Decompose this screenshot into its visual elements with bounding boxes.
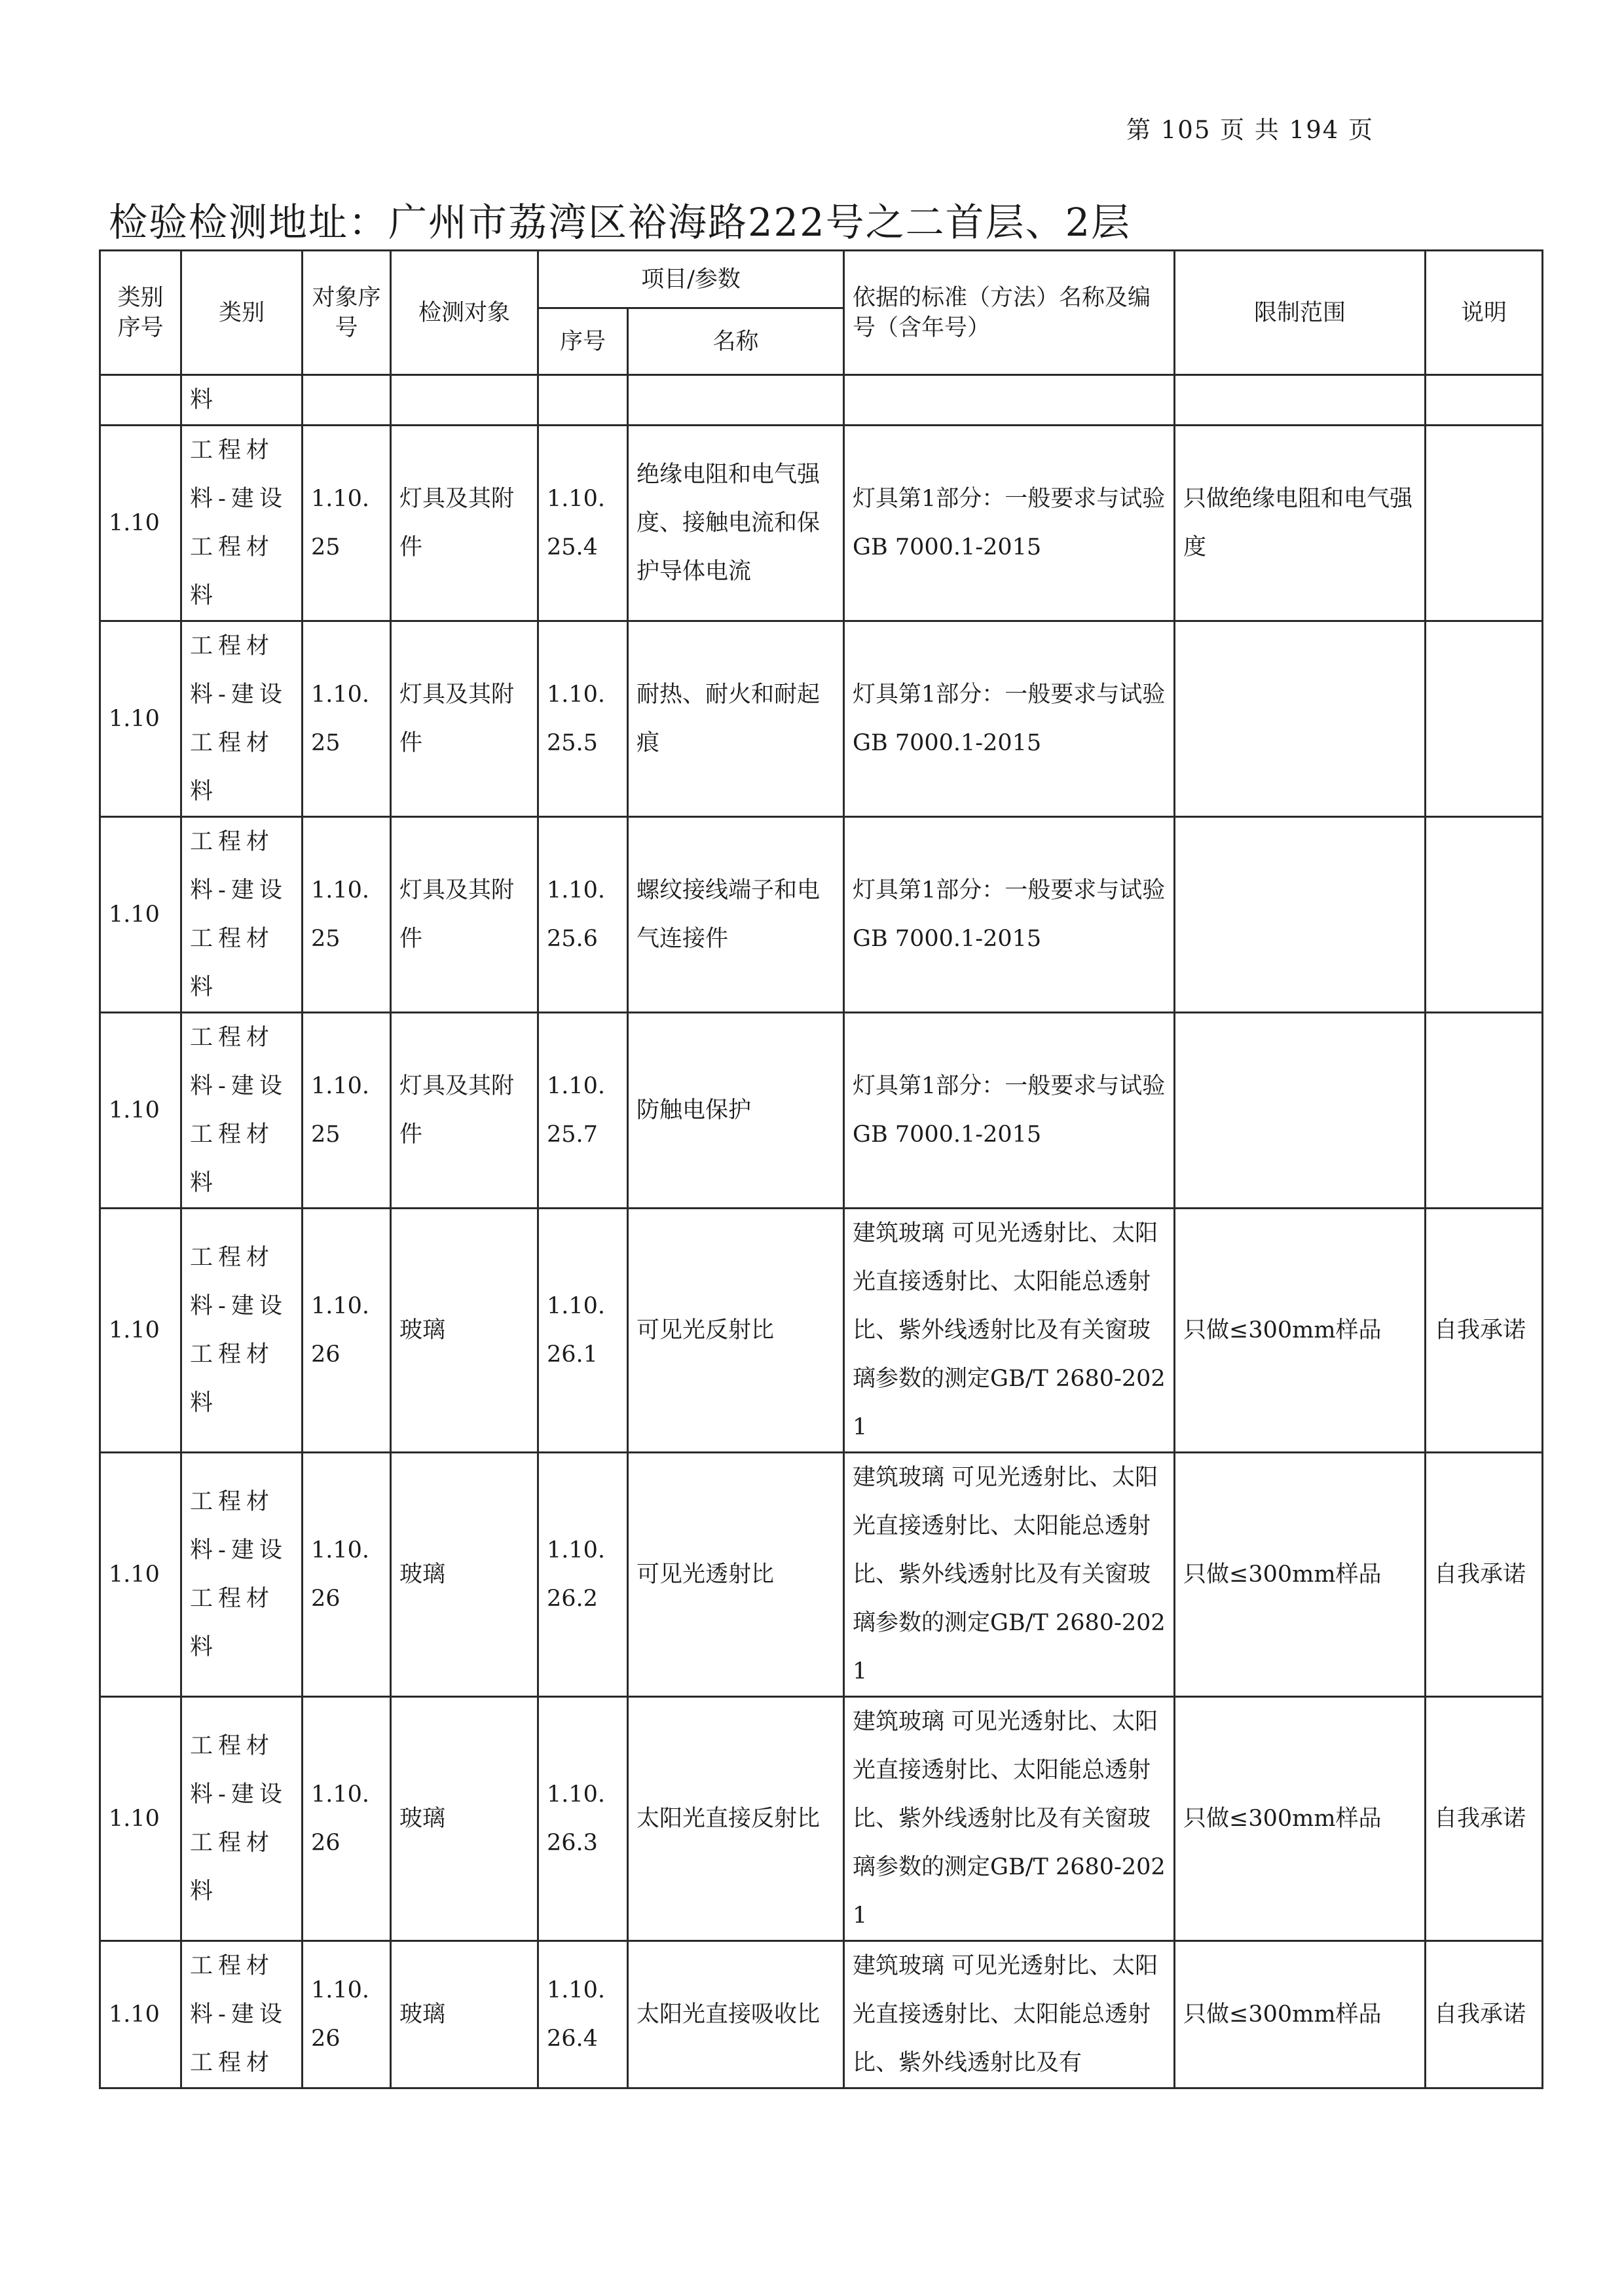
table-row	[100, 1697, 1543, 1941]
cell-name: 绝缘电阻和电气强度、接触电流和保护导体电流	[628, 426, 844, 621]
scope-table	[99, 249, 1543, 2089]
header-row-1	[100, 251, 1543, 308]
cell-object: 灯具及其附件	[391, 621, 538, 817]
inspection-address: 检验检测地址：广州市荔湾区裕海路222号之二首层、2层	[109, 200, 1132, 245]
cell-note	[1426, 1013, 1543, 1209]
cell-seq: 1.10.26.2	[538, 1453, 628, 1697]
cell-object-no: 1.10.25	[303, 817, 391, 1013]
cell-category: 工程材料-建设工程材料	[181, 1697, 303, 1941]
cell-object: 玻璃	[391, 1941, 538, 2088]
cell-category-no: 1.10	[100, 1013, 181, 1209]
header-limit: 限制范围	[1175, 251, 1426, 375]
cell-object: 玻璃	[391, 1209, 538, 1453]
cell-seq: 1.10.25.5	[538, 621, 628, 817]
cell-standard: 建筑玻璃 可见光透射比、太阳光直接透射比、太阳能总透射比、紫外线透射比及有	[844, 1941, 1175, 2088]
table-row	[100, 817, 1543, 1013]
cell-note	[1426, 817, 1543, 1013]
cell-category: 工程材料-建设工程材料	[181, 817, 303, 1013]
cell-object: 灯具及其附件	[391, 817, 538, 1013]
table-row	[100, 621, 1543, 817]
cell-category: 工程材料-建设工程材料	[181, 1209, 303, 1453]
cell-limit: 只做≤300mm样品	[1175, 1209, 1426, 1453]
cell-note: 自我承诺	[1426, 1941, 1543, 2088]
header-object-no: 对象序号	[303, 251, 391, 375]
cell-category: 工程材料-建设工程材料	[181, 621, 303, 817]
cell-object	[391, 375, 538, 426]
cell-seq: 1.10.26.4	[538, 1941, 628, 2088]
cell-limit: 只做绝缘电阻和电气强度	[1175, 426, 1426, 621]
cell-limit: 只做≤300mm样品	[1175, 1941, 1426, 2088]
cell-object-no: 1.10.25	[303, 621, 391, 817]
cell-category: 工程材料-建设工程材料	[181, 1013, 303, 1209]
cell-seq: 1.10.25.4	[538, 426, 628, 621]
cell-category-no: 1.10	[100, 1941, 181, 2088]
header-note: 说明	[1426, 251, 1543, 375]
header-seq: 序号	[538, 308, 628, 375]
cell-note: 自我承诺	[1426, 1453, 1543, 1697]
cell-object-no: 1.10.26	[303, 1453, 391, 1697]
cell-category: 工程材料-建设工程材料	[181, 426, 303, 621]
header-item-param: 项目/参数	[538, 251, 844, 308]
cell-standard: 建筑玻璃 可见光透射比、太阳光直接透射比、太阳能总透射比、紫外线透射比及有关窗玻璃参数的测定GB/T 2680-2021	[844, 1453, 1175, 1697]
cell-object-no	[303, 375, 391, 426]
cell-seq: 1.10.26.1	[538, 1209, 628, 1453]
cell-object-no: 1.10.26	[303, 1697, 391, 1941]
cell-object: 玻璃	[391, 1453, 538, 1697]
cell-object: 灯具及其附件	[391, 426, 538, 621]
cell-name: 太阳光直接反射比	[628, 1697, 844, 1941]
table-row	[100, 426, 1543, 621]
cell-standard: 灯具第1部分：一般要求与试验GB 7000.1-2015	[844, 817, 1175, 1013]
cell-category-no: 1.10	[100, 1697, 181, 1941]
cell-category-no: 1.10	[100, 426, 181, 621]
cell-limit: 只做≤300mm样品	[1175, 1453, 1426, 1697]
cell-note	[1426, 621, 1543, 817]
cell-object-no: 1.10.25	[303, 426, 391, 621]
cell-seq: 1.10.25.6	[538, 817, 628, 1013]
cell-limit: 只做≤300mm样品	[1175, 1697, 1426, 1941]
cell-standard: 灯具第1部分：一般要求与试验GB 7000.1-2015	[844, 1013, 1175, 1209]
table-row	[100, 1209, 1543, 1453]
cell-name: 可见光反射比	[628, 1209, 844, 1453]
cell-category-no: 1.10	[100, 1453, 181, 1697]
cell-note	[1426, 375, 1543, 426]
cell-category-no	[100, 375, 181, 426]
cell-note: 自我承诺	[1426, 1697, 1543, 1941]
cell-seq: 1.10.26.3	[538, 1697, 628, 1941]
cell-limit	[1175, 375, 1426, 426]
page-number: 第 105 页 共 194 页	[1126, 116, 1375, 144]
cell-standard: 灯具第1部分：一般要求与试验GB 7000.1-2015	[844, 426, 1175, 621]
cell-object-no: 1.10.26	[303, 1941, 391, 2088]
header-standard: 依据的标准（方法）名称及编号（含年号）	[844, 251, 1175, 375]
continuation-row	[100, 375, 1543, 426]
table-row	[100, 1453, 1543, 1697]
cell-note: 自我承诺	[1426, 1209, 1543, 1453]
cell-category: 工程材料-建设工程材料	[181, 1453, 303, 1697]
cell-standard: 建筑玻璃 可见光透射比、太阳光直接透射比、太阳能总透射比、紫外线透射比及有关窗玻璃参数的测定GB/T 2680-2021	[844, 1209, 1175, 1453]
cell-object: 玻璃	[391, 1697, 538, 1941]
cell-category: 工程材料-建设工程材	[181, 1941, 303, 2088]
cell-name: 耐热、耐火和耐起痕	[628, 621, 844, 817]
header-category-no: 类别序号	[100, 251, 181, 375]
cell-category-no: 1.10	[100, 621, 181, 817]
cell-name	[628, 375, 844, 426]
cell-standard: 灯具第1部分：一般要求与试验GB 7000.1-2015	[844, 621, 1175, 817]
cell-category: 料	[181, 375, 303, 426]
cell-limit	[1175, 1013, 1426, 1209]
cell-note	[1426, 426, 1543, 621]
header-object: 检测对象	[391, 251, 538, 375]
cell-limit	[1175, 621, 1426, 817]
cell-category-no: 1.10	[100, 1209, 181, 1453]
cell-name: 防触电保护	[628, 1013, 844, 1209]
cell-name: 太阳光直接吸收比	[628, 1941, 844, 2088]
cell-name: 可见光透射比	[628, 1453, 844, 1697]
cell-name: 螺纹接线端子和电气连接件	[628, 817, 844, 1013]
cell-standard: 建筑玻璃 可见光透射比、太阳光直接透射比、太阳能总透射比、紫外线透射比及有关窗玻璃参数的测定GB/T 2680-2021	[844, 1697, 1175, 1941]
table-row	[100, 1941, 1543, 2088]
cell-object-no: 1.10.25	[303, 1013, 391, 1209]
cell-seq	[538, 375, 628, 426]
header-category: 类别	[181, 251, 303, 375]
cell-object-no: 1.10.26	[303, 1209, 391, 1453]
cell-object: 灯具及其附件	[391, 1013, 538, 1209]
cell-standard	[844, 375, 1175, 426]
table-row	[100, 1013, 1543, 1209]
cell-seq: 1.10.25.7	[538, 1013, 628, 1209]
cell-category-no: 1.10	[100, 817, 181, 1013]
header-name: 名称	[628, 308, 844, 375]
cell-limit	[1175, 817, 1426, 1013]
